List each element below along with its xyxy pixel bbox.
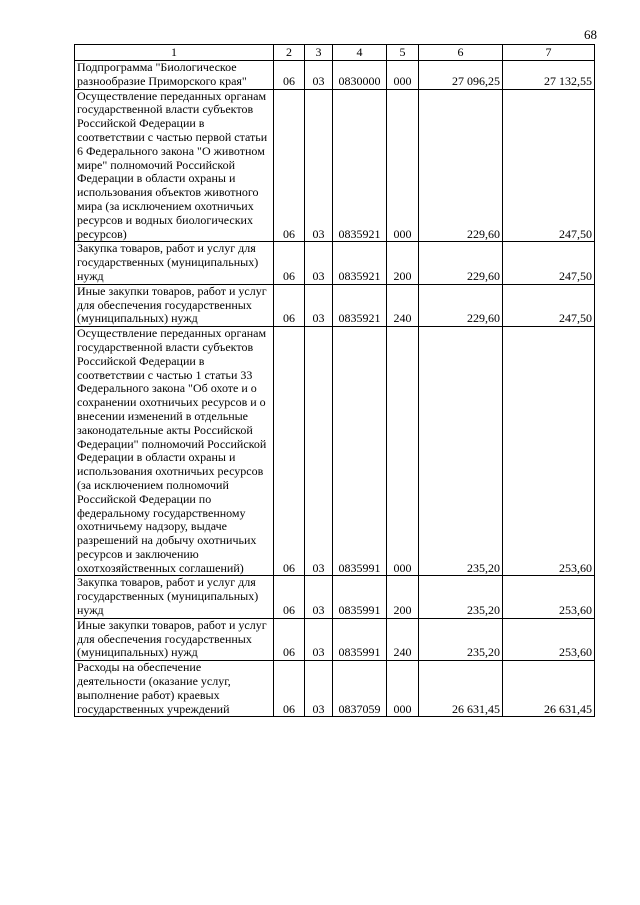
row-amount-1: 229,60 xyxy=(419,284,503,326)
row-subsection: 03 xyxy=(305,242,333,284)
row-section: 06 xyxy=(274,284,305,326)
row-amount-2: 253,60 xyxy=(503,618,595,660)
row-target-article: 0835921 xyxy=(333,89,387,242)
row-amount-2: 27 132,55 xyxy=(503,61,595,90)
table-row xyxy=(75,327,595,576)
row-amount-1: 235,20 xyxy=(419,618,503,660)
row-amount-1: 235,20 xyxy=(419,327,503,576)
row-name: Осуществление переданных органам государственной власти субъектов Российской Федерации в соответствии с частью первой статьи 6 Федерального закона "О животном мире" полномочий Российской Федерации в области охраны и использования объектов животного мира (за исключением охотничьих ресурсов и водных биологических ресурсов) xyxy=(75,89,274,242)
header-cell-7: 7 xyxy=(503,45,595,61)
row-amount-2: 247,50 xyxy=(503,284,595,326)
header-cell-4: 4 xyxy=(333,45,387,61)
row-expense-type: 000 xyxy=(387,89,419,242)
row-section: 06 xyxy=(274,661,305,717)
row-name: Осуществление переданных органам государственной власти субъектов Российской Федерации в соответствии с частью 1 статьи 33 Федерального закона "Об охоте и о сохранении охотничьих ресурсов и о внесении изменений в отдельные законодательные акты Российской Федерации" полномочий Российской Федерации в области охраны и использования охотничьих ресурсов (за исключением полномочий Российской Федерации по федеральному государственному охотничьему надзору, выдаче разрешений на добычу охотничьих ресурсов и заключению охотхозяйственных соглашений) xyxy=(75,327,274,576)
header-cell-3: 3 xyxy=(305,45,333,61)
row-target-article: 0835921 xyxy=(333,284,387,326)
row-amount-1: 229,60 xyxy=(419,242,503,284)
table-row xyxy=(75,576,595,618)
header-cell-1: 1 xyxy=(75,45,274,61)
row-name: Закупка товаров, работ и услуг для государственных (муниципальных) нужд xyxy=(75,576,274,618)
row-target-article: 0837059 xyxy=(333,661,387,717)
table-row xyxy=(75,61,595,90)
row-subsection: 03 xyxy=(305,661,333,717)
row-amount-1: 235,20 xyxy=(419,576,503,618)
header-cell-6: 6 xyxy=(419,45,503,61)
row-name: Подпрограмма "Биологическое разнообразие Приморского края" xyxy=(75,61,274,90)
row-amount-2: 253,60 xyxy=(503,576,595,618)
row-expense-type: 200 xyxy=(387,576,419,618)
row-name: Иные закупки товаров, работ и услуг для обеспечения государственных (муниципальных) нужд xyxy=(75,618,274,660)
table-row xyxy=(75,242,595,284)
row-section: 06 xyxy=(274,618,305,660)
row-name: Закупка товаров, работ и услуг для государственных (муниципальных) нужд xyxy=(75,242,274,284)
row-amount-2: 253,60 xyxy=(503,327,595,576)
header-row xyxy=(75,45,595,61)
row-amount-1: 26 631,45 xyxy=(419,661,503,717)
table-row xyxy=(75,618,595,660)
page-number: 68 xyxy=(584,27,597,42)
row-expense-type: 000 xyxy=(387,61,419,90)
row-target-article: 0830000 xyxy=(333,61,387,90)
row-amount-2: 247,50 xyxy=(503,242,595,284)
row-subsection: 03 xyxy=(305,576,333,618)
row-subsection: 03 xyxy=(305,618,333,660)
row-section: 06 xyxy=(274,61,305,90)
row-subsection: 03 xyxy=(305,284,333,326)
row-amount-1: 229,60 xyxy=(419,89,503,242)
row-section: 06 xyxy=(274,89,305,242)
row-target-article: 0835921 xyxy=(333,242,387,284)
row-name: Расходы на обеспечение деятельности (оказание услуг, выполнение работ) краевых государственных учреждений xyxy=(75,661,274,717)
row-subsection: 03 xyxy=(305,61,333,90)
table-row xyxy=(75,89,595,242)
row-expense-type: 240 xyxy=(387,284,419,326)
row-target-article: 0835991 xyxy=(333,618,387,660)
table-row xyxy=(75,661,595,717)
row-section: 06 xyxy=(274,327,305,576)
row-amount-1: 27 096,25 xyxy=(419,61,503,90)
row-subsection: 03 xyxy=(305,89,333,242)
row-section: 06 xyxy=(274,242,305,284)
row-expense-type: 000 xyxy=(387,327,419,576)
row-expense-type: 200 xyxy=(387,242,419,284)
row-name: Иные закупки товаров, работ и услуг для обеспечения государственных (муниципальных) нужд xyxy=(75,284,274,326)
header-cell-5: 5 xyxy=(387,45,419,61)
budget-table xyxy=(74,44,595,717)
row-section: 06 xyxy=(274,576,305,618)
header-cell-2: 2 xyxy=(274,45,305,61)
row-amount-2: 26 631,45 xyxy=(503,661,595,717)
row-subsection: 03 xyxy=(305,327,333,576)
row-expense-type: 000 xyxy=(387,661,419,717)
row-expense-type: 240 xyxy=(387,618,419,660)
row-target-article: 0835991 xyxy=(333,576,387,618)
row-target-article: 0835991 xyxy=(333,327,387,576)
table-row xyxy=(75,284,595,326)
row-amount-2: 247,50 xyxy=(503,89,595,242)
